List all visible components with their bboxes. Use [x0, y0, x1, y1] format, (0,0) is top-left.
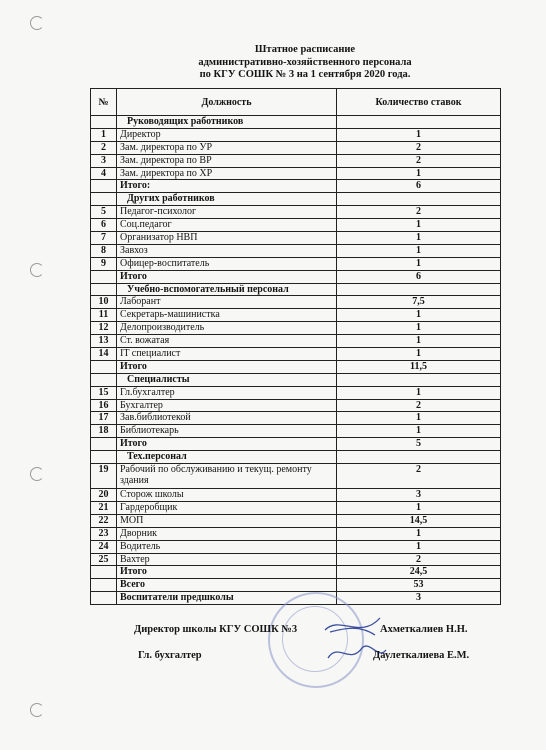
- position-cell: Воспитатели предшколы: [117, 592, 337, 605]
- position-cell: Педагог-психолог: [117, 206, 337, 219]
- table-row: [91, 128, 501, 141]
- position-cell: Библиотекарь: [117, 425, 337, 438]
- rate-count-cell: 6: [337, 270, 501, 283]
- total-row: [91, 270, 501, 283]
- rate-count-cell: 1: [337, 232, 501, 245]
- position-cell: Итого: [117, 270, 337, 283]
- row-number-cell: 7: [91, 232, 117, 245]
- table-row: [91, 232, 501, 245]
- rate-count-cell: 1: [337, 348, 501, 361]
- row-number-cell: [91, 270, 117, 283]
- row-number-cell: [91, 360, 117, 373]
- rate-count-cell: 14,5: [337, 514, 501, 527]
- punch-hole: [30, 703, 44, 717]
- director-title: Директор школы КГУ СОШК №3: [134, 624, 298, 635]
- header-rate-count: Количество ставок: [337, 89, 501, 116]
- position-cell: Секретарь-машинистка: [117, 309, 337, 322]
- row-number-cell: [91, 283, 117, 296]
- document-title: [150, 44, 460, 82]
- staff-table: [90, 88, 501, 605]
- position-cell: Делопроизводитель: [117, 322, 337, 335]
- total-row: [91, 566, 501, 579]
- rate-count-cell: 2: [337, 206, 501, 219]
- rate-count-cell: [337, 451, 501, 464]
- row-number-cell: 23: [91, 527, 117, 540]
- position-cell: Тех.персонал: [117, 451, 337, 464]
- table-row: [91, 244, 501, 257]
- rate-count-cell: [337, 373, 501, 386]
- rate-count-cell: [337, 283, 501, 296]
- row-number-cell: [91, 592, 117, 605]
- rate-count-cell: 1: [337, 322, 501, 335]
- position-cell: Рабочий по обслуживанию и текущ. ремонту здания: [117, 464, 337, 489]
- position-cell: Вахтер: [117, 553, 337, 566]
- table-row: [91, 257, 501, 270]
- table-row: [91, 489, 501, 502]
- signature-mark: [320, 610, 390, 670]
- row-number-cell: 17: [91, 412, 117, 425]
- table-row: [91, 322, 501, 335]
- table-row: [91, 412, 501, 425]
- section-row: [91, 283, 501, 296]
- row-number-cell: 19: [91, 464, 117, 489]
- position-cell: Директор: [117, 128, 337, 141]
- row-number-cell: [91, 180, 117, 193]
- total-row: [91, 360, 501, 373]
- position-cell: IT специалист: [117, 348, 337, 361]
- rate-count-cell: 3: [337, 489, 501, 502]
- total-row: [91, 180, 501, 193]
- rate-count-cell: 1: [337, 128, 501, 141]
- row-number-cell: [91, 566, 117, 579]
- rate-count-cell: 1: [337, 335, 501, 348]
- position-cell: МОП: [117, 514, 337, 527]
- row-number-cell: 9: [91, 257, 117, 270]
- position-cell: Других работников: [117, 193, 337, 206]
- position-cell: Итого:: [117, 180, 337, 193]
- section-row: [91, 193, 501, 206]
- rate-count-cell: 6: [337, 180, 501, 193]
- table-row: [91, 141, 501, 154]
- table-row: [91, 399, 501, 412]
- row-number-cell: 16: [91, 399, 117, 412]
- position-cell: Всего: [117, 579, 337, 592]
- position-cell: Итого: [117, 360, 337, 373]
- accountant-title: Гл. бухгалтер: [138, 650, 202, 661]
- position-cell: Завхоз: [117, 244, 337, 257]
- position-cell: Зам. директора по УР: [117, 141, 337, 154]
- row-number-cell: 3: [91, 154, 117, 167]
- punch-hole: [30, 467, 44, 481]
- row-number-cell: 18: [91, 425, 117, 438]
- table-row: [91, 514, 501, 527]
- row-number-cell: 24: [91, 540, 117, 553]
- position-cell: Гардеробщик: [117, 501, 337, 514]
- position-cell: Сторож школы: [117, 489, 337, 502]
- rate-count-cell: 2: [337, 464, 501, 489]
- rate-count-cell: 53: [337, 579, 501, 592]
- header-number: №: [91, 89, 117, 116]
- row-number-cell: 12: [91, 322, 117, 335]
- table-row: [91, 348, 501, 361]
- position-cell: Соц.педагог: [117, 219, 337, 232]
- rate-count-cell: [337, 193, 501, 206]
- rate-count-cell: 1: [337, 527, 501, 540]
- title-line-2: административно-хозяйственного персонала: [198, 56, 412, 68]
- section-row: [91, 373, 501, 386]
- table-row: [91, 527, 501, 540]
- position-cell: Водитель: [117, 540, 337, 553]
- rate-count-cell: [337, 116, 501, 129]
- rate-count-cell: 11,5: [337, 360, 501, 373]
- row-number-cell: [91, 373, 117, 386]
- table-row: [91, 386, 501, 399]
- position-cell: Итого: [117, 566, 337, 579]
- rate-count-cell: 1: [337, 501, 501, 514]
- position-cell: Зам. директора по ХР: [117, 167, 337, 180]
- row-number-cell: [91, 579, 117, 592]
- rate-count-cell: 7,5: [337, 296, 501, 309]
- table-row: [91, 296, 501, 309]
- row-number-cell: 11: [91, 309, 117, 322]
- header-position: Должность: [117, 89, 337, 116]
- row-number-cell: 25: [91, 553, 117, 566]
- row-number-cell: 20: [91, 489, 117, 502]
- table-row: [91, 206, 501, 219]
- position-cell: Специалисты: [117, 373, 337, 386]
- position-cell: Офицер-воспитатель: [117, 257, 337, 270]
- director-name: Ахметкалиев Н.Н.: [380, 624, 468, 635]
- row-number-cell: 14: [91, 348, 117, 361]
- punch-hole: [30, 263, 44, 277]
- position-cell: Учебно-вспомогательный персонал: [117, 283, 337, 296]
- row-number-cell: 10: [91, 296, 117, 309]
- rate-count-cell: 24,5: [337, 566, 501, 579]
- title-line-3: по КГУ СОШК № 3 на 1 сентября 2020 года.: [199, 69, 411, 80]
- rate-count-cell: 1: [337, 540, 501, 553]
- position-cell: Дворник: [117, 527, 337, 540]
- section-row: [91, 451, 501, 464]
- table-row: [91, 309, 501, 322]
- row-number-cell: 8: [91, 244, 117, 257]
- row-number-cell: 1: [91, 128, 117, 141]
- rate-count-cell: 5: [337, 438, 501, 451]
- accountant-name: Даулеткалиева Е.М.: [373, 650, 470, 661]
- rate-count-cell: 1: [337, 309, 501, 322]
- position-cell: Зав.библиотекой: [117, 412, 337, 425]
- table-row: [91, 553, 501, 566]
- row-number-cell: [91, 438, 117, 451]
- position-cell: Организатор НВП: [117, 232, 337, 245]
- table-row: [91, 501, 501, 514]
- row-number-cell: 5: [91, 206, 117, 219]
- total-row: [91, 579, 501, 592]
- table-row: [91, 540, 501, 553]
- rate-count-cell: 1: [337, 386, 501, 399]
- rate-count-cell: 1: [337, 244, 501, 257]
- table-header-row: [91, 89, 501, 116]
- position-cell: Итого: [117, 438, 337, 451]
- row-number-cell: 4: [91, 167, 117, 180]
- section-row: [91, 116, 501, 129]
- row-number-cell: [91, 116, 117, 129]
- table-row: [91, 154, 501, 167]
- rate-count-cell: 2: [337, 553, 501, 566]
- table-row: [91, 219, 501, 232]
- row-number-cell: 13: [91, 335, 117, 348]
- rate-count-cell: 1: [337, 412, 501, 425]
- position-cell: Бухгалтер: [117, 399, 337, 412]
- rate-count-cell: 1: [337, 257, 501, 270]
- rate-count-cell: 1: [337, 219, 501, 232]
- rate-count-cell: 2: [337, 154, 501, 167]
- row-number-cell: 2: [91, 141, 117, 154]
- table-row: [91, 425, 501, 438]
- position-cell: Руководящих работников: [117, 116, 337, 129]
- row-number-cell: 15: [91, 386, 117, 399]
- title-line-1: Штатное расписание: [254, 44, 356, 55]
- table-row: [91, 335, 501, 348]
- row-number-cell: [91, 193, 117, 206]
- total-row: [91, 438, 501, 451]
- position-cell: Гл.бухгалтер: [117, 386, 337, 399]
- rate-count-cell: 2: [337, 399, 501, 412]
- position-cell: Ст. вожатая: [117, 335, 337, 348]
- rate-count-cell: 1: [337, 167, 501, 180]
- punch-hole: [30, 16, 44, 30]
- row-number-cell: [91, 451, 117, 464]
- table-row: [91, 167, 501, 180]
- row-number-cell: 22: [91, 514, 117, 527]
- position-cell: Лаборант: [117, 296, 337, 309]
- table-row: [91, 464, 501, 489]
- rate-count-cell: 2: [337, 141, 501, 154]
- rate-count-cell: 3: [337, 592, 501, 605]
- row-number-cell: 6: [91, 219, 117, 232]
- row-number-cell: 21: [91, 501, 117, 514]
- position-cell: Зам. директора по ВР: [117, 154, 337, 167]
- rate-count-cell: 1: [337, 425, 501, 438]
